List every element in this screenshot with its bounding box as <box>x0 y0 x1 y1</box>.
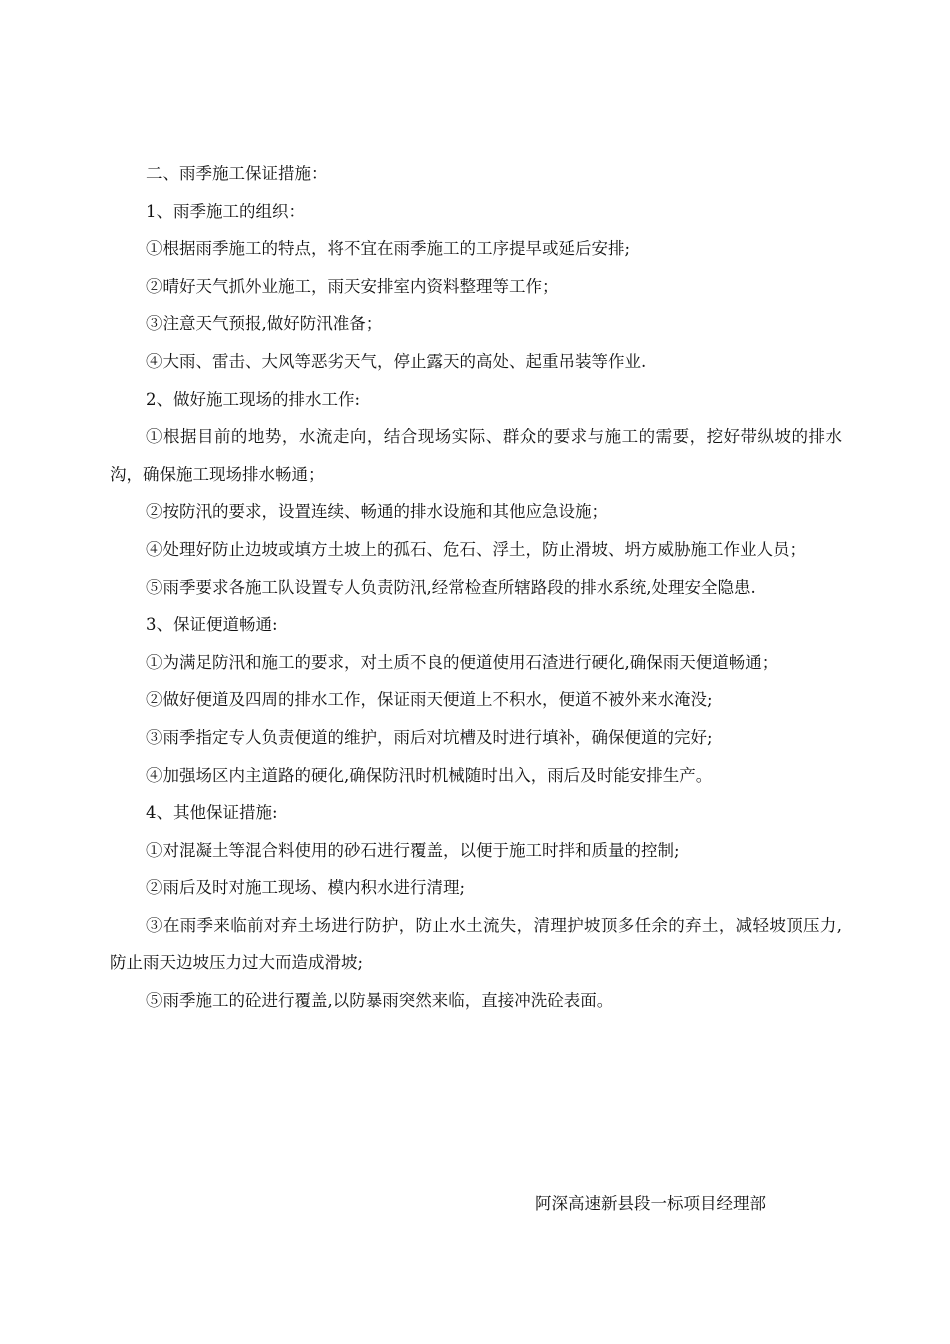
body-paragraph: ⑤雨季施工的砼进行覆盖,以防暴雨突然来临，直接冲洗砼表面。 <box>146 991 614 1011</box>
subsection-heading: 3、保证便道畅通: <box>146 615 278 635</box>
body-paragraph: ④大雨、雷击、大风等恶劣天气，停止露天的高处、起重吊装等作业. <box>146 351 647 371</box>
body-paragraph: ②雨后及时对施工现场、模内积水进行清理; <box>146 878 466 898</box>
subsection-heading: 4、其他保证措施: <box>146 803 278 823</box>
subsection-heading: 2、做好施工现场的排水工作: <box>146 389 361 409</box>
body-paragraph: ①根据雨季施工的特点，将不宜在雨季施工的工序提早或延后安排; <box>146 239 631 259</box>
body-paragraph: ③在雨季来临前对弃土场进行防护，防止水土流失，清理护坡顶多任余的弃土，减轻坡顶压力,防止雨天边坡压力过大而造成滑坡; <box>110 915 842 973</box>
subsection-heading: 1、雨季施工的组织： <box>146 201 305 221</box>
section-heading: 二、雨季施工保证措施： <box>146 164 328 183</box>
body-paragraph: ②按防汛的要求，设置连续、畅通的排水设施和其他应急设施； <box>146 502 608 522</box>
document-body <box>110 155 842 1020</box>
body-paragraph: ②晴好天气抓外业施工，雨天安排室内资料整理等工作； <box>146 276 559 296</box>
body-paragraph: ②做好便道及四周的排水工作，保证雨天便道上不积水，便道不被外来水淹没; <box>146 690 713 710</box>
body-paragraph: ①根据目前的地势，水流走向，结合现场实际、群众的要求与施工的需要，挖好带纵坡的排水沟，确保施工现场排水畅通； <box>110 427 842 484</box>
signature-line: 阿深高速新县段一标项目经理部 <box>535 1194 766 1213</box>
body-paragraph: ①为满足防汛和施工的要求，对土质不良的便道使用石渣进行硬化,确保雨天便道畅通； <box>146 652 779 672</box>
body-paragraph: ④处理好防止边坡或填方土坡上的孤石、危石、浮土，防止滑坡、坍方威胁施工作业人员； <box>146 539 806 559</box>
body-paragraph: ③注意天气预报,做好防汛准备； <box>146 314 383 334</box>
body-paragraph: ③雨季指定专人负责便道的维护，雨后对坑槽及时进行填补，确保便道的完好; <box>146 727 713 747</box>
body-paragraph: ④加强场区内主道路的硬化,确保防汛时机械随时出入，雨后及时能安排生产。 <box>146 765 713 785</box>
body-paragraph: ①对混凝土等混合料使用的砂石进行覆盖，以便于施工时拌和质量的控制; <box>146 840 680 860</box>
body-paragraph: ⑤雨季要求各施工队设置专人负责防汛,经常检查所辖路段的排水系统,处理安全隐患. <box>146 577 756 597</box>
